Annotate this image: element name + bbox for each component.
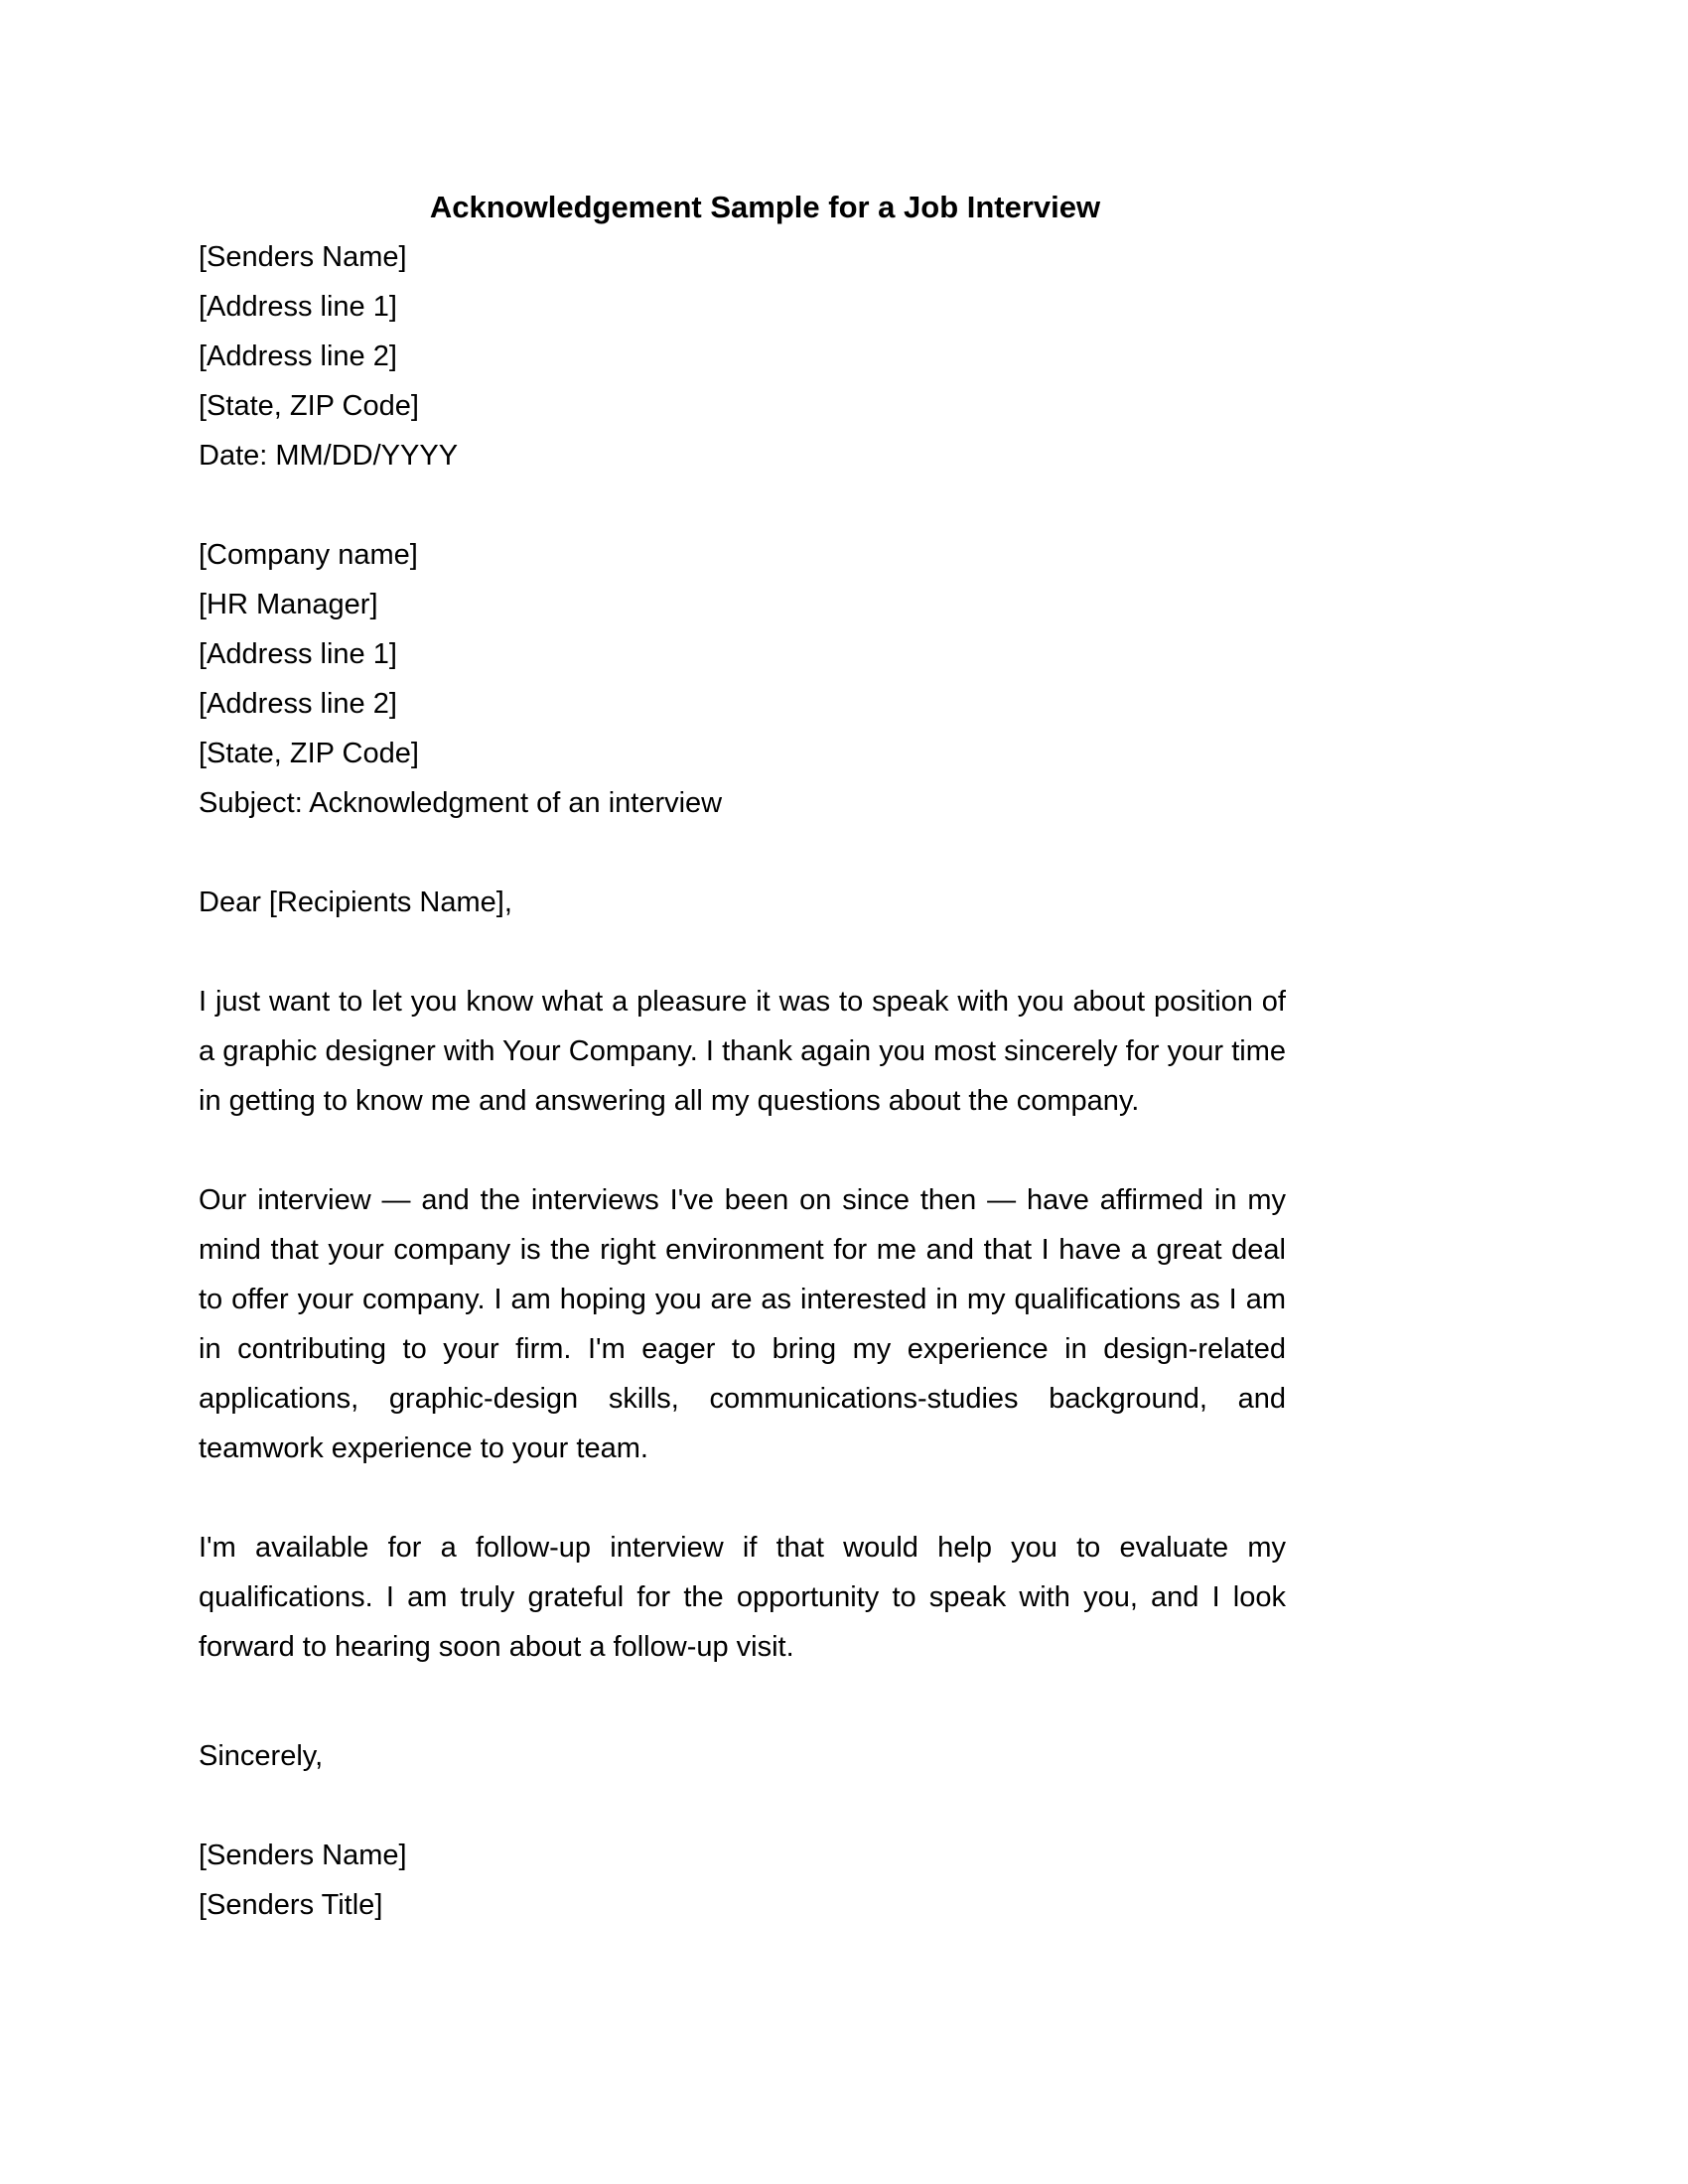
sender-name-line: [Senders Name] [199,241,407,273]
recipient-address-block [199,530,1286,828]
body-paragraph-1: I just want to let you know what a pleasure it was to speak with you about position of a graphic designer with Your Company. I thank again you most sincerely for your time in getting to know me and answering all my questions about the company. [199,986,1286,1117]
company-name-line: [Company name] [199,539,418,571]
recipient-address-line-1: [Address line 1] [199,638,397,670]
signature-title-line: [Senders Title] [199,1889,383,1921]
valediction: Sincerely, [199,1740,324,1772]
signature-name-line: [Senders Name] [199,1840,407,1871]
recipient-address-line-2: [Address line 2] [199,688,397,720]
sender-address-line-1: [Address line 1] [199,291,397,323]
body-paragraph-2: Our interview — and the interviews I've been on since then — have affirmed in my mind that your company is the right environment for me and that I have a great deal to offer your company. I am hoping you are as interested in my qualifications as I am in contributing to your firm. I'm eager to bring my experience in design-related applications, graphic-design skills, communications-studies background, and teamwork experience to your team. [199,1184,1286,1464]
date-line: Date: MM/DD/YYYY [199,440,459,472]
salutation: Dear [Recipients Name], [199,887,512,918]
signature-block [199,1831,1286,1930]
hr-manager-line: [HR Manager] [199,589,378,620]
sender-state-zip-line: [State, ZIP Code] [199,390,419,422]
recipient-state-zip-line: [State, ZIP Code] [199,738,419,769]
body-paragraph-3: I'm available for a follow-up interview if that would help you to evaluate my qualifications. I am truly grateful for the opportunity to speak with you, and I look forward to hearing soon about a follow-up visit. [199,1532,1286,1663]
subject-line: Subject: Acknowledgment of an interview [199,787,723,819]
document-title: Acknowledgement Sample for a Job Interview [429,190,1101,224]
sender-address-line-2: [Address line 2] [199,341,397,372]
sender-address-block [199,232,1286,480]
letter-content [199,0,1286,1930]
